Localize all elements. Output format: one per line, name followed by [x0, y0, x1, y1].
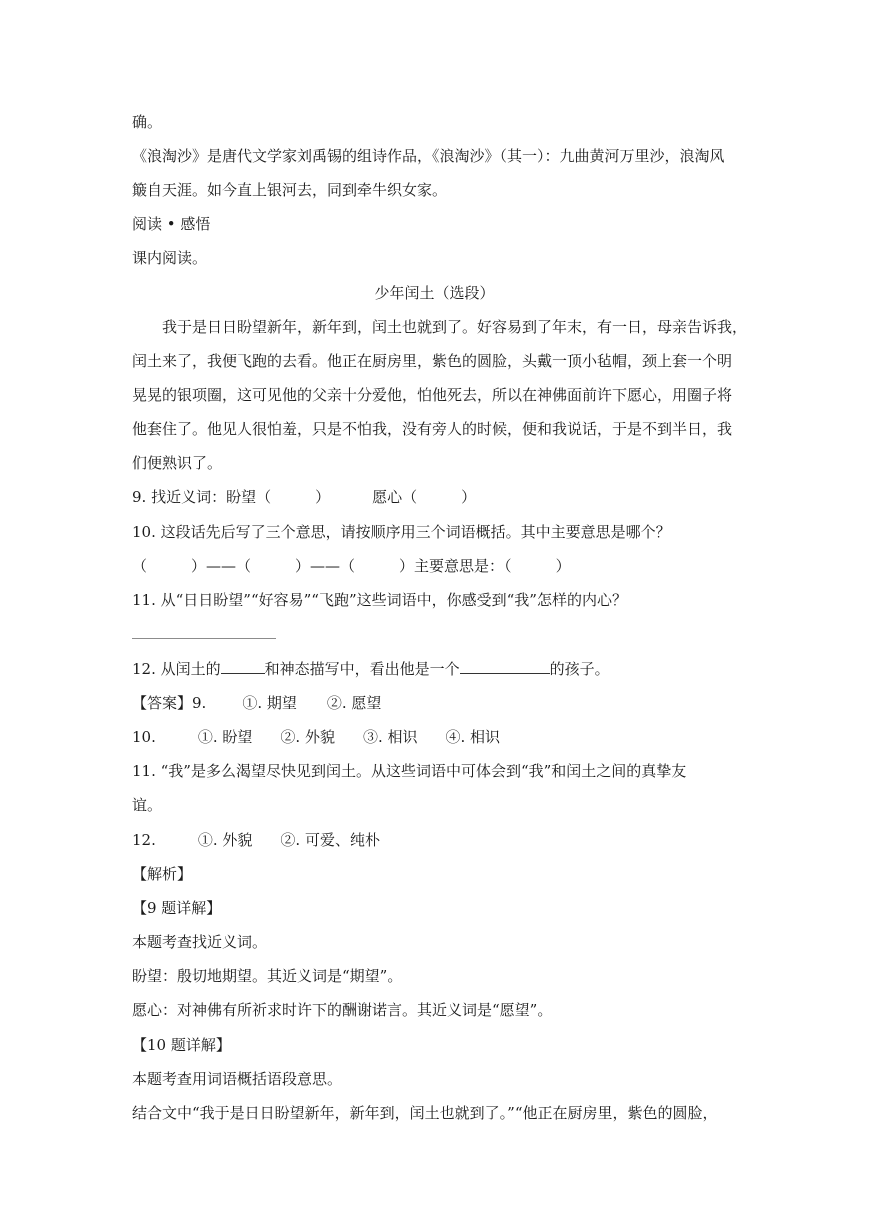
a10-item-3: ③. 相识	[362, 728, 418, 746]
a9-item-1: ①. 期望	[242, 694, 297, 712]
passage-line: 他套住了。他见人很怕羞，只是不怕我，没有旁人的时候，便和我说话，于是不到半日，我	[132, 420, 733, 438]
detail-10-line: 结合文中“我于是日日盼望新年，新年到，闰土也就到了。”“他正在厨房里，紫色的圆脸，	[132, 1104, 718, 1122]
detail-9-line: 盼望：殷切地期望。其近义词是“期望”。	[132, 967, 403, 985]
q10-main-label: ）主要意思是：（	[399, 557, 512, 575]
passage-line: 闰土来了，我便飞跑的去看。他正在厨房里，紫色的圆脸，头戴一顶小毡帽，颈上套一个明	[132, 352, 733, 370]
q12-part-c: 的孩子。	[549, 660, 610, 678]
passage-line: 们便熟识了。	[132, 454, 223, 472]
detail-9-line: 愿心：对神佛有所祈求时许下的酬谢诺言。其近义词是“愿望”。	[132, 1001, 553, 1019]
a10-item-4: ④. 相识	[445, 728, 501, 746]
detail-10-heading: 【10 题详解】	[132, 1036, 231, 1054]
q9-close-2: ）	[461, 488, 477, 506]
a9-label: 【答案】9.	[132, 694, 207, 712]
answer-12	[132, 830, 380, 850]
answer-11-line-1: 11. “我”是多么渴望尽快见到闰土。从这些词语中可体会到“我”和闰土之间的真挚友	[132, 762, 687, 780]
q12-blank-2	[460, 659, 550, 674]
answer-9	[132, 693, 381, 713]
q12-part-a: 12. 从闰土的	[132, 660, 221, 678]
detail-9-heading: 【9 题详解】	[132, 899, 222, 917]
answer-10	[132, 727, 500, 747]
a10-item-2: ②. 外貌	[280, 728, 335, 746]
section-title: 阅读 • 感悟	[132, 215, 211, 233]
question-12	[132, 659, 610, 679]
question-10-blanks	[132, 556, 571, 576]
detail-10-line: 本题考查用词语概括语段意思。	[132, 1070, 343, 1088]
a10-label: 10.	[132, 728, 156, 746]
section-subtitle: 课内阅读。	[132, 249, 208, 267]
a12-item-1: ①. 外貌	[197, 831, 253, 849]
analysis-heading: 【解析】	[132, 865, 193, 883]
q9-close: ）	[315, 488, 331, 506]
intro-line-2: 簸自天涯。如今直上银河去，同到牵牛织女家。	[132, 181, 448, 199]
passage-line: 我于是日日盼望新年，新年到，闰土也就到了。好容易到了年末，有一日，母亲告诉我，	[162, 318, 748, 336]
q10-blank-open: （	[132, 557, 148, 575]
detail-9-line: 本题考查找近义词。	[132, 933, 268, 951]
question-10: 10. 这段话先后写了三个意思，请按顺序用三个词语概括。其中主要意思是哪个？	[132, 523, 671, 541]
q10-blank-sep: ）——（	[191, 557, 252, 575]
q10-blank-sep-2: ）——（	[295, 557, 356, 575]
q9-prompt: 9. 找近义词：盼望（	[132, 488, 272, 506]
a12-item-2: ②. 可爱、纯朴	[280, 831, 380, 849]
q9-prompt-2: 愿心（	[372, 488, 418, 506]
intro-line-0: 确。	[132, 113, 163, 131]
q10-blank-close: ）	[555, 557, 571, 575]
passage-line: 晃晃的银项圈，这可见他的父亲十分爱他，怕他死去，所以在神佛面前许下愿心，用圈子将	[132, 386, 733, 404]
q12-blank-1	[221, 659, 265, 674]
q12-part-b: 和神态描写中，看出他是一个	[264, 660, 460, 678]
answer-line	[132, 638, 276, 639]
a12-label: 12.	[132, 831, 156, 849]
answer-11-line-2: 谊。	[132, 796, 163, 814]
a9-item-2: ②. 愿望	[326, 694, 382, 712]
a10-item-1: ①. 盼望	[197, 728, 253, 746]
intro-line-1: 《浪淘沙》是唐代文学家刘禹锡的组诗作品，《浪淘沙》（其一）：九曲黄河万里沙，浪淘风	[132, 147, 725, 165]
question-9	[132, 487, 476, 507]
passage-title: 少年闰土（选段）	[374, 284, 495, 302]
question-11: 11. 从“日日盼望”“好容易”“飞跑”这些词语中，你感受到“我”怎样的内心？	[132, 591, 627, 609]
